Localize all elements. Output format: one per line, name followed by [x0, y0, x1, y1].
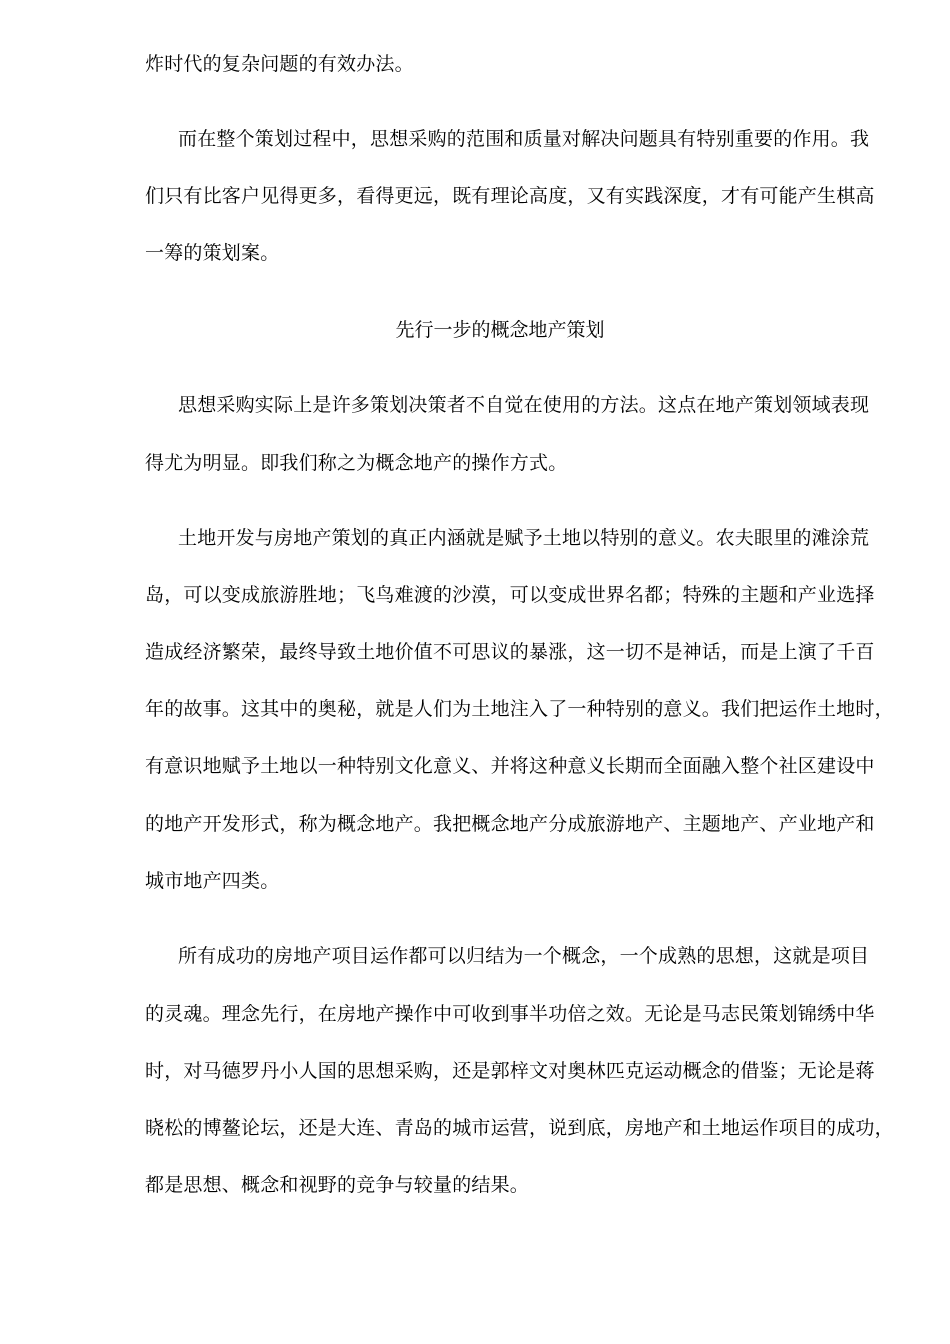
paragraph-line: 的地产开发形式，称为概念地产。我把概念地产分成旅游地产、主题地产、产业地产和	[145, 813, 875, 835]
paragraph-line: 都是思想、概念和视野的竞争与较量的结果。	[145, 1174, 530, 1196]
paragraph-line: 晓松的博鳌论坛，还是大连、青岛的城市运营，说到底，房地产和土地运作项目的成功，	[145, 1117, 894, 1139]
paragraph-line: 炸时代的复杂问题的有效办法。	[145, 53, 414, 75]
paragraph-line: 土地开发与房地产策划的真正内涵就是赋予土地以特别的意义。农夫眼里的滩涂荒	[178, 527, 870, 549]
paragraph-line: 年的故事。这其中的奥秘，就是人们为土地注入了一种特别的意义。我们把运作土地时，	[145, 698, 894, 720]
paragraph-line: 而在整个策划过程中，思想采购的范围和质量对解决问题具有特别重要的作用。我	[178, 128, 870, 150]
paragraph-line: 所有成功的房地产项目运作都可以归结为一个概念，一个成熟的思想，这就是项目	[178, 945, 870, 967]
paragraph-line: 有意识地赋予土地以一种特别文化意义、并将这种意义长期而全面融入整个社区建设中	[145, 755, 875, 777]
paragraph-line: 得尤为明显。即我们称之为概念地产的操作方式。	[145, 452, 568, 474]
section-heading: 先行一步的概念地产策划	[395, 319, 605, 341]
paragraph-line: 时，对马德罗丹小人国的思想采购，还是郭梓文对奥林匹克运动概念的借鉴；无论是蒋	[145, 1060, 875, 1082]
paragraph-line: 的灵魂。理念先行，在房地产操作中可收到事半功倍之效。无论是马志民策划锦绣中华	[145, 1003, 875, 1025]
paragraph-line: 城市地产四类。	[145, 870, 280, 892]
paragraph-line: 思想采购实际上是许多策划决策者不自觉在使用的方法。这点在地产策划领域表现	[178, 394, 870, 416]
paragraph-line: 们只有比客户见得更多，看得更远，既有理论高度，又有实践深度，才有可能产生棋高	[145, 185, 875, 207]
paragraph-line: 一筹的策划案。	[145, 242, 280, 264]
paragraph-line: 造成经济繁荣，最终导致土地价值不可思议的暴涨，这一切不是神话，而是上演了千百	[145, 641, 875, 663]
paragraph-line: 岛，可以变成旅游胜地；飞鸟难渡的沙漠，可以变成世界名都；特殊的主题和产业选择	[145, 584, 875, 606]
